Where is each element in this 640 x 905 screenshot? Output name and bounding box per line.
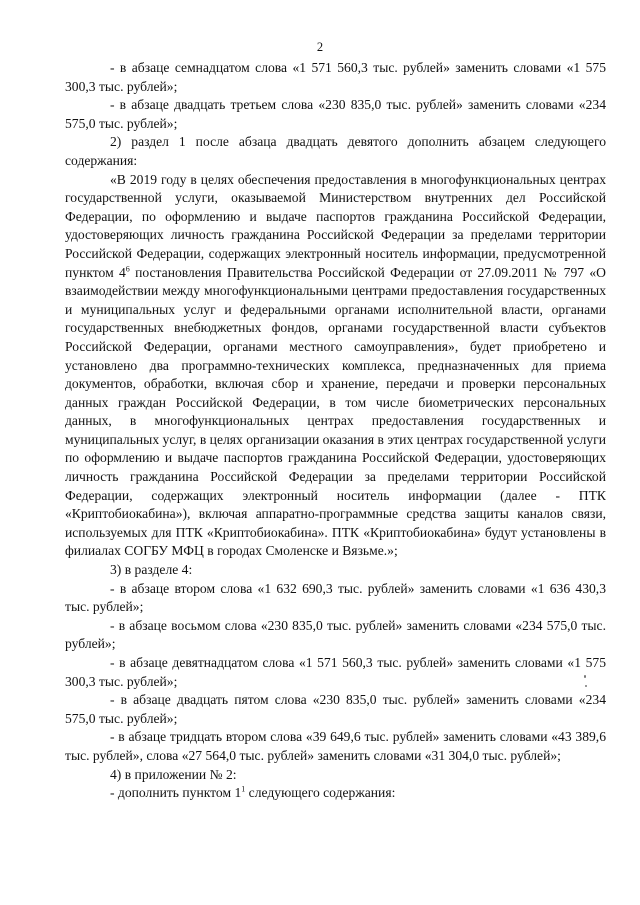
document-body xyxy=(65,59,606,803)
paragraph-abzac-8: - в абзаце восьмом слова «230 835,0 тыс. рублей» заменить словами «234 575,0 тыс. рублей»; xyxy=(65,617,606,652)
paragraph-abzac-32: - в абзаце тридцать втором слова «39 649,6 тыс. рублей» заменить словами «43 389,6 тыс. рублей», слова «27 564,0 тыс. рублей» заменить словами «31 304,0 тыс. рублей»; xyxy=(65,729,606,763)
paragraph-abzac-23: - в абзаце двадцать третьем слова «230 835,0 тыс. рублей» заменить словами «234 575,0 тыс. рублей»; xyxy=(65,97,606,131)
add-point-part-2: следующего содержания: xyxy=(245,785,396,801)
paragraph-appendix-2: 4) в приложении № 2: xyxy=(110,766,237,782)
inserted-text-part-1: «В 2019 году в целях обеспечения предоставления в многофункциональных центрах государственной услуги, оказываемой Министерством внутренних дел Российской Федерации, по оформлению и выдаче паспортов гражданина Российской Федерации, удостоверяющих личность гражданина Российской Федерации за пределами территории Российской Федерации, содержащих электронный носитель информации, предусмотренной пунктом 4 xyxy=(65,171,606,280)
paragraph-abzac-2: - в абзаце втором слова «1 632 690,3 тыс. рублей» заменить словами «1 636 430,3 тыс. рублей»; xyxy=(65,580,606,615)
scan-artifact-dot xyxy=(584,675,586,678)
scan-artifact-dot xyxy=(585,685,587,687)
point-superscript: 6 xyxy=(125,264,130,273)
page-number: 2 xyxy=(316,40,324,54)
paragraph-add-point xyxy=(65,784,606,803)
paragraph-abzac-17: - в абзаце семнадцатом слова «1 571 560,3 тыс. рублей» заменить словами «1 575 300,3 тыс. рублей»; xyxy=(65,60,606,94)
inserted-text-part-2: постановления Правительства Российской Федерации от 27.09.2011 № 797 «О взаимодействии между многофункциональными центрами предоставления государственных и муниципальных услуг и федеральными органами исполнительной власти, органами государственных внебюджетных фондов, органами государственной власти субъектов Российской Федерации, органами местного самоуправления», будет приобретено и установлено два программно-технических комплекса, предназначенных для приема документов, обработки, включая сбор и хранение, передачи и проверки персональных данных граждан Российской Федерации, в том числе биометрических персональных данных, в многофункциональных центрах предоставления государственных и муниципальных услуг, в целях организации оказания в этих центрах государственной услуги по оформлению и выдаче паспортов гражданина Российской Федерации, удостоверяющих личность гражданина Российской Федерации за пределами территории Российской Федерации, содержащих электронный носитель информации (далее - ПТК «Криптобиокабина»), включая аппаратно-программные средства защиты каналов связи, используемых для ПТК «Криптобиокабина». ПТК «Криптобиокабина» будут установлены в филиалах СОГБУ МФЦ в городах Смоленске и Вязьме.»; xyxy=(65,264,606,559)
paragraph-section-1-amendment: 2) раздел 1 после абзаца двадцать девятого дополнить абзацем следующего содержания: xyxy=(65,134,606,168)
add-point-superscript: 1 xyxy=(241,784,246,794)
add-point-part-1: - дополнить пунктом 1 xyxy=(110,785,242,801)
paragraph-inserted-text xyxy=(65,171,606,561)
paragraph-abzac-25: - в абзаце двадцать пятом слова «230 835,0 тыс. рублей» заменить словами «234 575,0 тыс. рублей»; xyxy=(65,692,606,726)
paragraph-abzac-19: - в абзаце девятнадцатом слова «1 571 560,3 тыс. рублей» заменить словами «1 575 300,3 тыс. рублей»; xyxy=(65,655,606,689)
paragraph-section-4: 3) в разделе 4: xyxy=(110,562,193,578)
